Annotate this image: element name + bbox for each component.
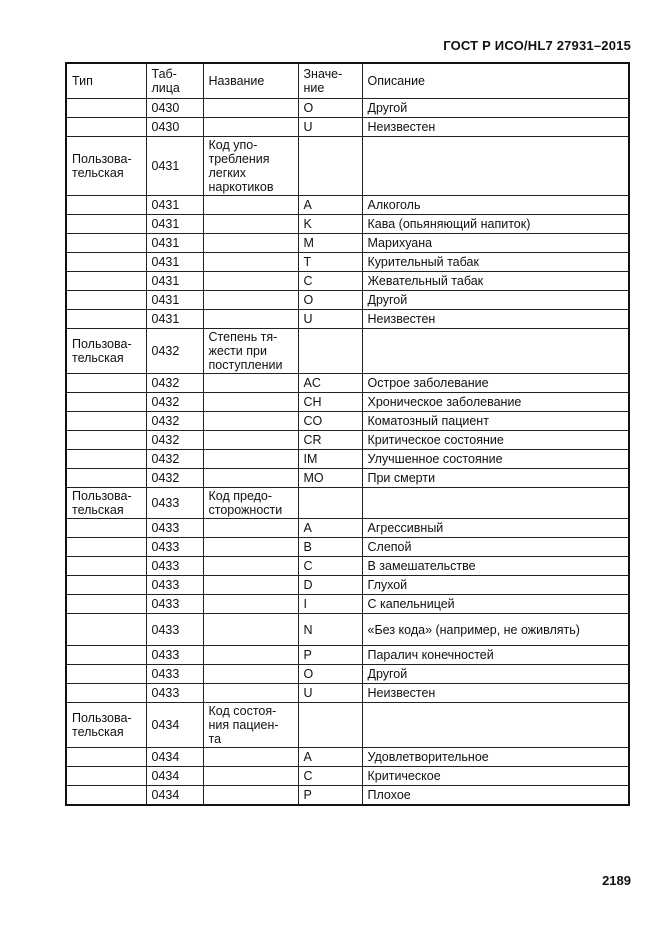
table-row (66, 329, 629, 374)
cell-description: Другой (362, 665, 629, 684)
cell-type (66, 684, 146, 703)
column-header-description: Описание (362, 63, 629, 99)
cell-type (66, 393, 146, 412)
table-header-row (66, 63, 629, 99)
cell-description: Другой (362, 99, 629, 118)
cell-table: 0431 (146, 137, 203, 196)
cell-value: U (298, 118, 362, 137)
cell-value: CO (298, 412, 362, 431)
cell-value: U (298, 310, 362, 329)
cell-name (203, 665, 298, 684)
cell-table: 0431 (146, 291, 203, 310)
cell-value: C (298, 557, 362, 576)
cell-value: C (298, 272, 362, 291)
cell-name (203, 234, 298, 253)
cell-table: 0433 (146, 665, 203, 684)
column-header-table: Таб- лица (146, 63, 203, 99)
table-row (66, 137, 629, 196)
cell-value (298, 329, 362, 374)
cell-description: Коматозный пациент (362, 412, 629, 431)
cell-value (298, 703, 362, 748)
cell-type (66, 665, 146, 684)
cell-description: Неизвестен (362, 684, 629, 703)
table-row (66, 469, 629, 488)
table-row (66, 393, 629, 412)
table-row (66, 595, 629, 614)
cell-name (203, 99, 298, 118)
cell-table: 0433 (146, 538, 203, 557)
cell-type (66, 215, 146, 234)
cell-description (362, 703, 629, 748)
cell-description: Кава (опьяняющий напиток) (362, 215, 629, 234)
cell-name (203, 557, 298, 576)
cell-value: M (298, 234, 362, 253)
cell-type: Пользова- тельская (66, 703, 146, 748)
cell-description: Критическое (362, 767, 629, 786)
cell-description: При смерти (362, 469, 629, 488)
cell-description (362, 137, 629, 196)
table-row (66, 99, 629, 118)
cell-type (66, 412, 146, 431)
cell-table: 0432 (146, 393, 203, 412)
cell-name (203, 450, 298, 469)
cell-table: 0434 (146, 703, 203, 748)
cell-type (66, 786, 146, 805)
table-row (66, 488, 629, 519)
cell-name (203, 291, 298, 310)
table-row (66, 412, 629, 431)
table-row (66, 576, 629, 595)
cell-name (203, 519, 298, 538)
cell-table: 0430 (146, 118, 203, 137)
cell-table: 0432 (146, 374, 203, 393)
cell-value: K (298, 215, 362, 234)
cell-name (203, 646, 298, 665)
table-row (66, 684, 629, 703)
cell-name (203, 118, 298, 137)
cell-type (66, 234, 146, 253)
table-row (66, 767, 629, 786)
cell-name (203, 272, 298, 291)
cell-name (203, 786, 298, 805)
cell-value: I (298, 595, 362, 614)
page-number: 2189 (602, 873, 631, 888)
cell-value: IM (298, 450, 362, 469)
cell-type: Пользова- тельская (66, 488, 146, 519)
cell-value: O (298, 291, 362, 310)
cell-name (203, 253, 298, 272)
table-row (66, 272, 629, 291)
table-row (66, 118, 629, 137)
cell-name: Код предо- сторожности (203, 488, 298, 519)
cell-type (66, 748, 146, 767)
cell-table: 0430 (146, 99, 203, 118)
table-row (66, 431, 629, 450)
cell-description (362, 329, 629, 374)
cell-value (298, 137, 362, 196)
table-row (66, 196, 629, 215)
cell-description: В замешательстве (362, 557, 629, 576)
cell-name (203, 748, 298, 767)
table-row (66, 234, 629, 253)
table-row (66, 665, 629, 684)
table-row (66, 614, 629, 646)
table-row (66, 215, 629, 234)
cell-name (203, 431, 298, 450)
cell-description: Неизвестен (362, 310, 629, 329)
cell-value: P (298, 646, 362, 665)
cell-table: 0433 (146, 614, 203, 646)
table-row (66, 450, 629, 469)
cell-table: 0432 (146, 431, 203, 450)
cell-description: Слепой (362, 538, 629, 557)
cell-table: 0432 (146, 469, 203, 488)
table-row (66, 646, 629, 665)
cell-value: N (298, 614, 362, 646)
cell-description: Другой (362, 291, 629, 310)
cell-value: B (298, 538, 362, 557)
cell-name: Степень тя- жести при поступлении (203, 329, 298, 374)
table-row (66, 374, 629, 393)
cell-table: 0431 (146, 196, 203, 215)
cell-type (66, 450, 146, 469)
table-row (66, 538, 629, 557)
cell-table: 0432 (146, 412, 203, 431)
cell-value: O (298, 99, 362, 118)
cell-table: 0431 (146, 253, 203, 272)
table-body (66, 99, 629, 805)
cell-table: 0431 (146, 234, 203, 253)
cell-type (66, 431, 146, 450)
cell-description: Паралич конечностей (362, 646, 629, 665)
cell-table: 0433 (146, 684, 203, 703)
cell-value: A (298, 519, 362, 538)
table-row (66, 748, 629, 767)
cell-type (66, 595, 146, 614)
cell-type (66, 374, 146, 393)
cell-table: 0431 (146, 272, 203, 291)
cell-name (203, 767, 298, 786)
cell-type (66, 99, 146, 118)
cell-type (66, 310, 146, 329)
cell-name: Код упо- требления легких наркотиков (203, 137, 298, 196)
cell-description: Плохое (362, 786, 629, 805)
cell-description: Хроническое заболевание (362, 393, 629, 412)
cell-value: O (298, 665, 362, 684)
cell-description: Курительный табак (362, 253, 629, 272)
cell-name (203, 196, 298, 215)
cell-type (66, 576, 146, 595)
cell-table: 0433 (146, 519, 203, 538)
cell-name (203, 469, 298, 488)
cell-type (66, 519, 146, 538)
cell-table: 0433 (146, 557, 203, 576)
cell-value: P (298, 786, 362, 805)
table-row (66, 253, 629, 272)
cell-name (203, 576, 298, 595)
cell-type (66, 118, 146, 137)
cell-value: D (298, 576, 362, 595)
cell-description: Агрессивный (362, 519, 629, 538)
cell-type (66, 538, 146, 557)
cell-name (203, 538, 298, 557)
cell-name: Код состоя- ния пациен- та (203, 703, 298, 748)
cell-value: CH (298, 393, 362, 412)
cell-description: С капельницей (362, 595, 629, 614)
cell-type (66, 557, 146, 576)
cell-value: U (298, 684, 362, 703)
cell-description (362, 488, 629, 519)
cell-value: MO (298, 469, 362, 488)
table-row (66, 703, 629, 748)
cell-name (203, 684, 298, 703)
cell-description: Марихуана (362, 234, 629, 253)
table-row (66, 519, 629, 538)
cell-name (203, 215, 298, 234)
cell-type (66, 614, 146, 646)
cell-type (66, 196, 146, 215)
cell-type (66, 646, 146, 665)
cell-type (66, 767, 146, 786)
cell-description: Удовлетворительное (362, 748, 629, 767)
cell-table: 0431 (146, 310, 203, 329)
cell-description: Жевательный табак (362, 272, 629, 291)
cell-table: 0432 (146, 450, 203, 469)
cell-table: 0433 (146, 595, 203, 614)
cell-table: 0434 (146, 786, 203, 805)
cell-name (203, 310, 298, 329)
cell-table: 0434 (146, 767, 203, 786)
table-row (66, 557, 629, 576)
table-row (66, 786, 629, 805)
cell-table: 0431 (146, 215, 203, 234)
cell-name (203, 393, 298, 412)
cell-description: Неизвестен (362, 118, 629, 137)
column-header-value: Значе- ние (298, 63, 362, 99)
table-row (66, 310, 629, 329)
cell-type (66, 469, 146, 488)
cell-name (203, 595, 298, 614)
cell-value: A (298, 748, 362, 767)
cell-description: Критическое состояние (362, 431, 629, 450)
cell-table: 0434 (146, 748, 203, 767)
cell-description: Алкоголь (362, 196, 629, 215)
column-header-type: Тип (66, 63, 146, 99)
cell-type: Пользова- тельская (66, 329, 146, 374)
cell-value: T (298, 253, 362, 272)
cell-description: Улучшенное состояние (362, 450, 629, 469)
document-header: ГОСТ Р ИСО/HL7 27931–2015 (443, 38, 631, 53)
cell-description: Глухой (362, 576, 629, 595)
cell-value: C (298, 767, 362, 786)
cell-name (203, 614, 298, 646)
cell-table: 0433 (146, 576, 203, 595)
cell-name (203, 374, 298, 393)
code-table (65, 62, 630, 806)
cell-value: AC (298, 374, 362, 393)
cell-value: CR (298, 431, 362, 450)
cell-table: 0433 (146, 488, 203, 519)
cell-table: 0433 (146, 646, 203, 665)
cell-value: A (298, 196, 362, 215)
cell-table: 0432 (146, 329, 203, 374)
column-header-name: Название (203, 63, 298, 99)
cell-type (66, 253, 146, 272)
cell-description: Острое заболевание (362, 374, 629, 393)
cell-value (298, 488, 362, 519)
table-row (66, 291, 629, 310)
cell-type (66, 291, 146, 310)
cell-type: Пользова- тельская (66, 137, 146, 196)
cell-type (66, 272, 146, 291)
cell-name (203, 412, 298, 431)
cell-description: «Без кода» (например, не оживлять) (362, 614, 629, 646)
